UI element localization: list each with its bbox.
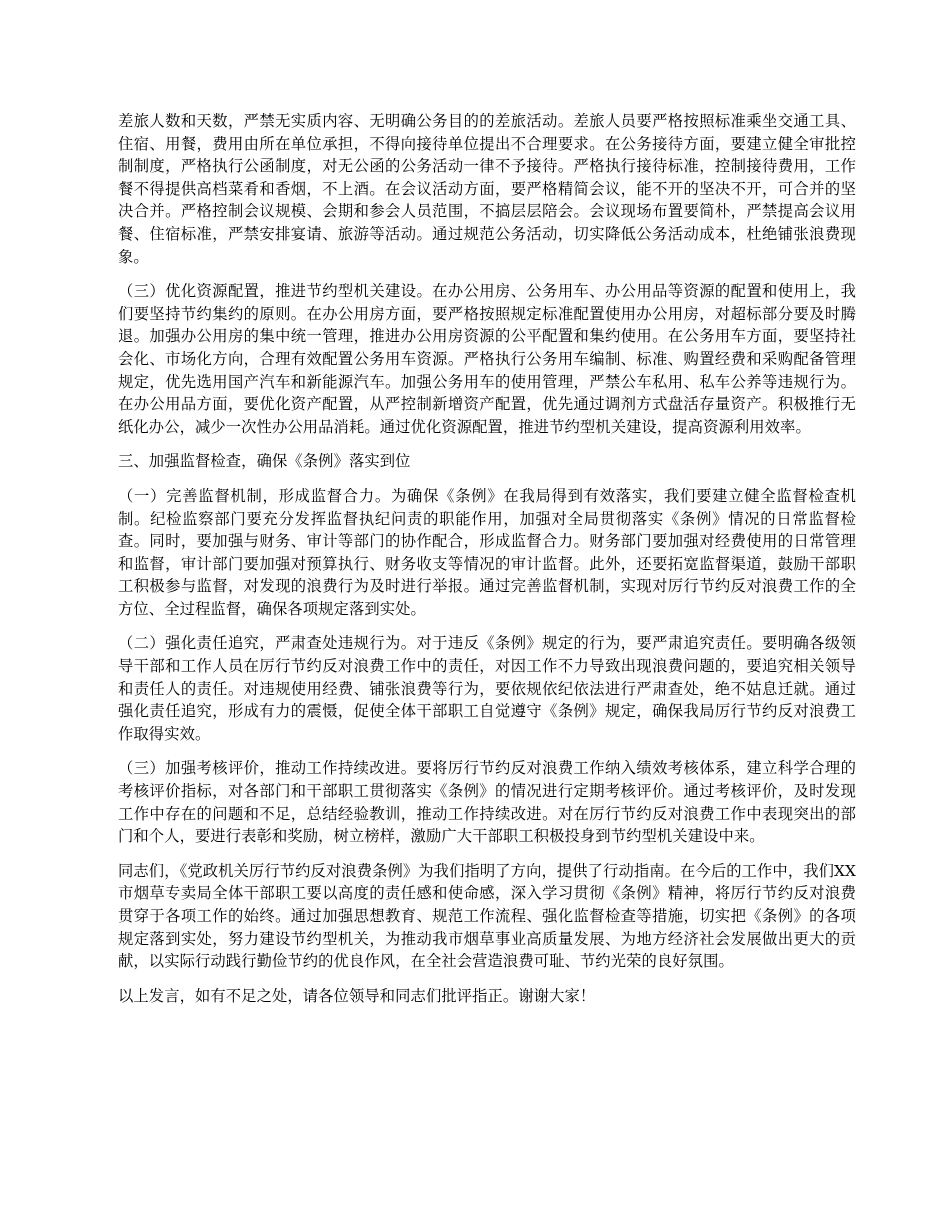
paragraph-resource-allocation: （三）优化资源配置，推进节约型机关建设。在办公用房、公务用车、办公用品等资源的配置和使用上，我们要坚持节约集约的原则。在办公用房方面，要严格按照规定标准配置使用办公用房，对超标部分要及时腾退。加强办公用房的集中统一管理，推进办公用房资源的公平配置和集约使用。在公务用车方面，要坚持社会化、市场化方向，合理有效配置公务用车资源。严格执行公务用车编制、标准、购置经费和采购配备管理规定，优先选用国产汽车和新能源汽车。加强公务用车的使用管理，严禁公车私用、私车公养等违规行为。在办公用品方面，要优化资产配置，从严控制新增资产配置，优先通过调剂方式盘活存量资产。积极推行无纸化办公，减少一次性办公用品消耗。通过优化资源配置，推进节约型机关建设，提高资源利用效率。: [118, 282, 856, 436]
document-body: [118, 110, 856, 1019]
paragraph-assessment-evaluation: （三）加强考核评价，推动工作持续改进。要将厉行节约反对浪费工作纳入绩效考核体系，建立科学合理的考核评价指标，对各部门和干部职工贯彻落实《条例》的情况进行定期考核评价。通过考核评价，及时发现工作中存在的问题和不足，总结经验教训，推动工作持续改进。对在厉行节约反对浪费工作中表现突出的部门和个人，要进行表彰和奖励，树立榜样，激励广大干部职工积极投身到节约型机关建设中来。: [118, 759, 856, 846]
paragraph-supervision-mechanism: （一）完善监督机制，形成监督合力。为确保《条例》在我局得到有效落实，我们要建立健全监督检查机制。纪检监察部门要充分发挥监督执纪问责的职能作用，加强对全局贯彻落实《条例》情况的日常监督检查。同时，要加强与财务、审计等部门的协作配合，形成监督合力。财务部门要加强对经费使用的日常管理和监督，审计部门要加强对预算执行、财务收支等情况的审计监督。此外，还要拓宽监督渠道，鼓励干部职工积极参与监督，对发现的浪费行为及时进行举报。通过完善监督机制，实现对厉行节约反对浪费工作的全方位、全过程监督，确保各项规定落到实处。: [118, 486, 856, 618]
paragraph-closing-remarks: 同志们，《党政机关厉行节约反对浪费条例》为我们指明了方向，提供了行动指南。在今后的工作中，我们XX市烟草专卖局全体干部职工要以高度的责任感和使命感，深入学习贯彻《条例》精神，将厉行节约反对浪费贯穿于各项工作的始终。通过加强思想教育、规范工作流程、强化监督检查等措施，切实把《条例》的各项规定落到实处，努力建设节约型机关，为推动我市烟草事业高质量发展、为地方经济社会发展做出更大的贡献，以实际行动践行勤俭节约的优良作风，在全社会营造浪费可耻、节约光荣的良好氛围。: [118, 861, 856, 971]
section-heading-supervision: 三、加强监督检查，确保《条例》落实到位: [118, 452, 411, 471]
paragraph-accountability: （二）强化责任追究，严肃查处违规行为。对于违反《条例》规定的行为，要严肃追究责任。要明确各级领导干部和工作人员在厉行节约反对浪费工作中的责任，对因工作不力导致出现浪费问题的，要追究相关领导和责任人的责任。对违规使用经费、铺张浪费等行为，要依规依纪依法进行严肃查处，绝不姑息迁就。通过强化责任追究，形成有力的震慑，促使全体干部职工自觉遵守《条例》规定，确保我局厉行节约反对浪费工作取得实效。: [118, 634, 856, 743]
paragraph-travel-reception-meetings: 差旅人数和天数，严禁无实质内容、无明确公务目的的差旅活动。差旅人员要严格按照标准乘坐交通工具、住宿、用餐，费用由所在单位承担，不得向接待单位提出不合理要求。在公务接待方面，要建立健全审批控制制度，严格执行公函制度，对无公函的公务活动一律不予接待。严格执行接待标准，控制接待费用，工作餐不得提供高档菜肴和香烟，不上酒。在会议活动方面，要严格精简会议，能不开的坚决不开，可合并的坚决合并。严格控制会议规模、会期和参会人员范围，不搞层层陪会。会议现场布置要简朴，严禁提高会议用餐、住宿标准，严禁安排宴请、旅游等活动。通过规范公务活动，切实降低公务活动成本，杜绝铺张浪费现象。: [118, 112, 856, 266]
paragraph-thanks: 以上发言，如有不足之处，请各位领导和同志们批评指正。谢谢大家！: [118, 986, 596, 1005]
